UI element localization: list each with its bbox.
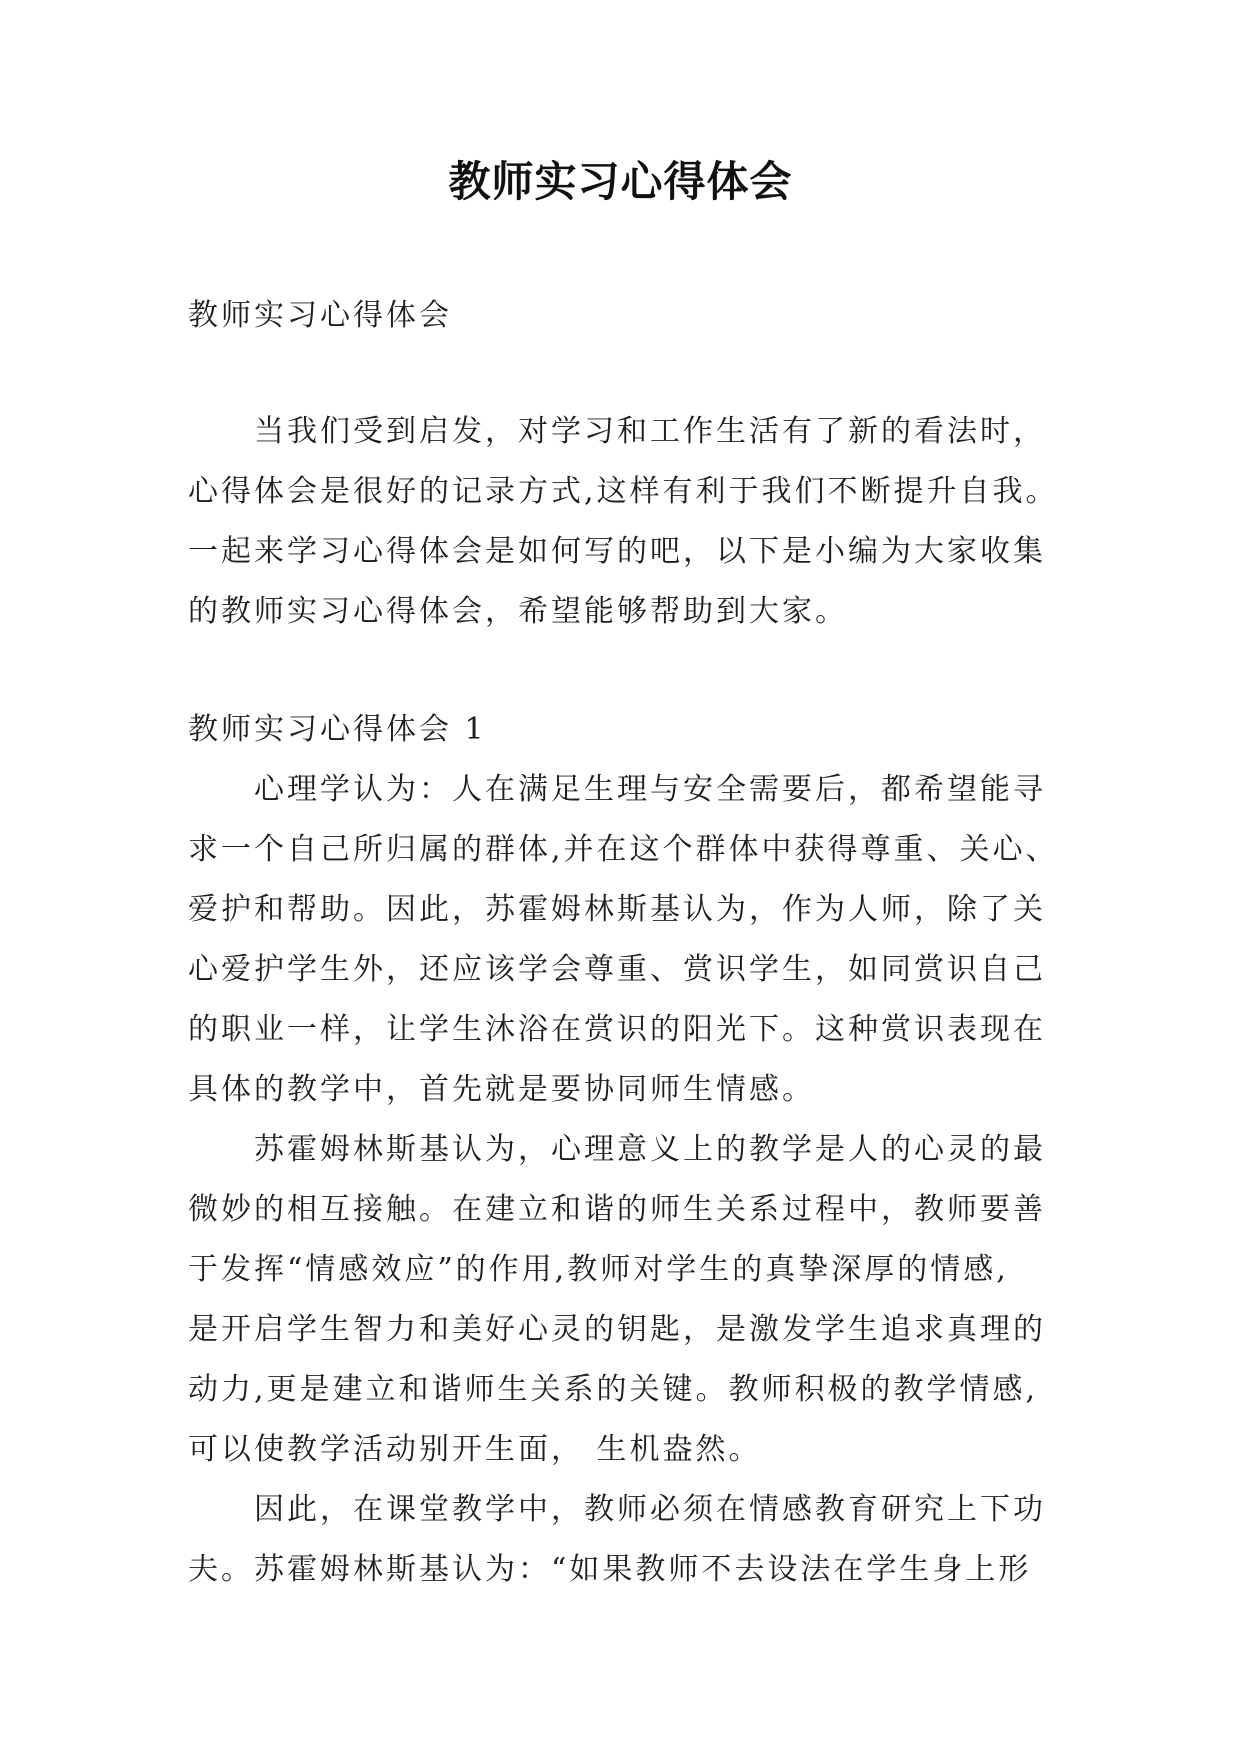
intro-paragraph bbox=[188, 402, 1068, 642]
document-subtitle bbox=[188, 286, 1068, 346]
body-paragraph bbox=[188, 760, 1068, 1120]
text-line: 微妙的相互接触。在建立和谐的师生关系过程中，教师要善 bbox=[188, 1192, 1046, 1227]
text-line: 心理学认为：人在满足生理与安全需要后，都希望能寻 bbox=[254, 772, 1046, 807]
text-line: 求一个自己所归属的群体,并在这个群体中获得尊重、关心、 bbox=[188, 832, 1059, 867]
body-paragraph bbox=[188, 1480, 1068, 1600]
intro-text bbox=[188, 402, 1068, 642]
text-line: 夫。苏霍姆林斯基认为：“如果教师不去设法在学生身上形 bbox=[188, 1552, 1032, 1587]
text-line: 于发挥“情感效应”的作用,教师对学生的真挚深厚的情感, bbox=[188, 1252, 1009, 1287]
text-line: 因此，在课堂教学中，教师必须在情感教育研究上下功 bbox=[254, 1492, 1046, 1527]
text-line: 心得体会是很好的记录方式,这样有利于我们不断提升自我。 bbox=[188, 474, 1059, 509]
text-line: 一起来学习心得体会是如何写的吧，以下是小编为大家收集 bbox=[188, 534, 1046, 569]
text-line: 可以使教学活动别开生面， 生机盎然。 bbox=[188, 1432, 762, 1467]
text-line: 爱护和帮助。因此，苏霍姆林斯基认为，作为人师，除了关 bbox=[188, 892, 1046, 927]
text-line: 动力,更是建立和谐师生关系的关键。教师积极的教学情感, bbox=[188, 1372, 1039, 1407]
section-heading bbox=[188, 700, 1068, 760]
text-line: 当我们受到启发，对学习和工作生活有了新的看法时， bbox=[254, 414, 1046, 449]
text-line: 苏霍姆林斯基认为，心理意义上的教学是人的心灵的最 bbox=[254, 1132, 1046, 1167]
text-line: 具体的教学中，首先就是要协同师生情感。 bbox=[188, 1072, 815, 1107]
subtitle-text: 教师实习心得体会 bbox=[188, 298, 452, 333]
section-heading-text: 教师实习心得体会 1 bbox=[188, 712, 487, 747]
body-paragraph bbox=[188, 1120, 1068, 1480]
section-body bbox=[188, 760, 1068, 1600]
text-line: 是开启学生智力和美好心灵的钥匙，是激发学生追求真理的 bbox=[188, 1312, 1046, 1347]
text-line: 的职业一样，让学生沐浴在赏识的阳光下。这种赏识表现在 bbox=[188, 1012, 1046, 1047]
text-line: 心爱护学生外，还应该学会尊重、赏识学生，如同赏识自己 bbox=[188, 952, 1046, 987]
text-line: 的教师实习心得体会，希望能够帮助到大家。 bbox=[188, 594, 848, 629]
document-title: 教师实习心得体会 bbox=[448, 157, 793, 206]
